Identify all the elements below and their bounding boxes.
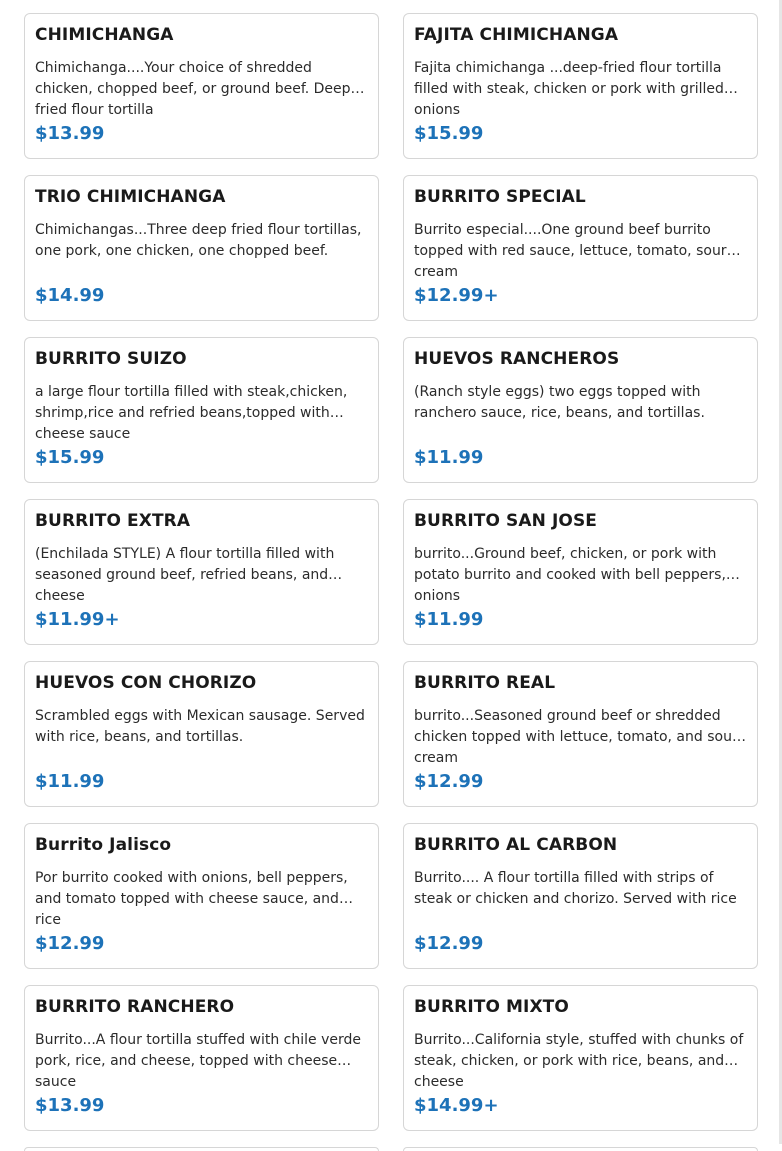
menu-item-title: HUEVOS RANCHEROS (414, 349, 620, 369)
menu-item-description: Burrito...A flour tortilla stuffed with chile verde pork, rice, and cheese, topped with cheese sauce (35, 1032, 362, 1090)
menu-item-card[interactable] (403, 499, 758, 645)
menu-item-price: $15.99 (414, 123, 484, 144)
menu-item-price: $11.99 (414, 447, 484, 468)
menu-item-price: $11.99+ (35, 609, 120, 630)
menu-item-card[interactable] (24, 13, 379, 159)
menu-item-price: $13.99 (35, 1095, 105, 1116)
menu-item-card[interactable] (403, 661, 758, 807)
menu-item-price: $12.99+ (414, 285, 499, 306)
menu-item-title: TRIO CHIMICHANGA (35, 187, 226, 207)
menu-item-title: BURRITO AL CARBON (414, 835, 618, 855)
menu-item-title: FAJITA CHIMICHANGA (414, 25, 619, 45)
menu-item-description: a large flour tortilla filled with steak,chicken, shrimp,rice and refried beans,topped with cheese sauce (35, 384, 348, 442)
menu-item-card[interactable] (24, 337, 379, 483)
menu-item-title: HUEVOS CON CHORIZO (35, 673, 257, 693)
menu-item-title: BURRITO REAL (414, 673, 556, 693)
menu-item-card[interactable] (403, 175, 758, 321)
menu-item-description: Burrito especial....One ground beef burrito topped with red sauce, lettuce, tomato, sour cream (414, 222, 727, 280)
menu-item-description: (Enchilada STYLE) A flour tortilla filled with seasoned ground beef, refried beans, and cheese (35, 546, 335, 604)
menu-item-description: Chimichanga....Your choice of shredded chicken, chopped beef, or ground beef. Deep-fried flour tortilla (35, 60, 356, 118)
menu-item-card[interactable] (24, 499, 379, 645)
menu-item-description: Burrito.... A flour tortilla filled with strips of steak or chicken and chorizo. Served with rice (414, 870, 737, 907)
menu-item-description: Por burrito cooked with onions, bell peppers, and tomato topped with cheese sauce, and rice (35, 870, 348, 928)
menu-item-card[interactable] (24, 985, 379, 1131)
menu-item-title: Burrito Jalisco (35, 835, 172, 855)
menu-item-card[interactable] (24, 661, 379, 807)
menu-item-price: $14.99 (35, 285, 105, 306)
menu-item-title: BURRITO RANCHERO (35, 997, 235, 1017)
menu-item-card[interactable] (24, 823, 379, 969)
menu-item-price: $15.99 (35, 447, 105, 468)
menu-item-price: $12.99 (414, 771, 484, 792)
menu-item-title: BURRITO SUIZO (35, 349, 187, 369)
menu-item-price: $13.99 (35, 123, 105, 144)
menu-item-title: BURRITO SPECIAL (414, 187, 586, 207)
menu-item-card[interactable] (24, 175, 379, 321)
menu-item-description: burrito...Ground beef, chicken, or pork with potato burrito and cooked with bell peppers, onions (414, 546, 726, 604)
menu-item-description: Fajita chimichanga ...deep-fried flour tortilla filled with steak, chicken or pork with grilled onions (414, 60, 724, 118)
menu-item-grid (24, 13, 758, 1151)
menu-item-description: Burrito...California style, stuffed with chunks of steak, chicken, or pork with rice, beans, and cheese (414, 1032, 744, 1090)
menu-item-title: CHIMICHANGA (35, 25, 174, 45)
menu-item-title: BURRITO SAN JOSE (414, 511, 598, 531)
menu-item-description: burrito...Seasoned ground beef or shredded chicken topped with lettuce, tomato, and sour cream (414, 708, 738, 766)
menu-item-card[interactable] (403, 337, 758, 483)
menu-item-price: $12.99 (35, 933, 105, 954)
menu-item-description: Chimichangas...Three deep fried flour tortillas, one pork, one chicken, one chopped beef. (35, 222, 362, 259)
menu-item-title: BURRITO EXTRA (35, 511, 191, 531)
menu-item-title: BURRITO MIXTO (414, 997, 569, 1017)
menu-item-card[interactable] (403, 985, 758, 1131)
menu-item-price: $14.99+ (414, 1095, 499, 1116)
menu-item-card[interactable] (403, 13, 758, 159)
menu-item-card-partial[interactable] (403, 1147, 758, 1151)
menu-item-price: $11.99 (414, 609, 484, 630)
menu-item-card[interactable] (403, 823, 758, 969)
menu-item-card-partial[interactable] (24, 1147, 379, 1151)
menu-item-price: $12.99 (414, 933, 484, 954)
menu-item-description: (Ranch style eggs) two eggs topped with ranchero sauce, rice, beans, and tortillas. (414, 384, 705, 421)
menu-item-price: $11.99 (35, 771, 105, 792)
menu-item-description: Scrambled eggs with Mexican sausage. Served with rice, beans, and tortillas. (35, 708, 365, 745)
